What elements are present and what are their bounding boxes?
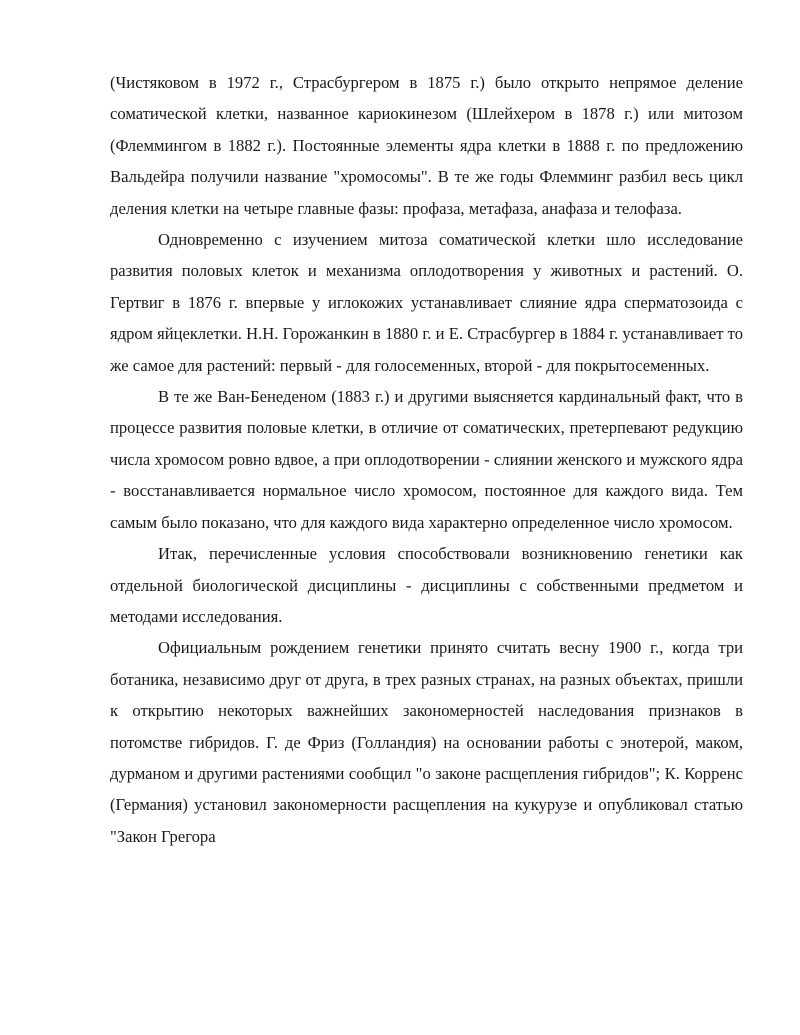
paragraph-fertilization-research: Одновременно с изучением митоза соматической клетки шло исследование развития половых клеток и механизма оплодотворения у животных и растений. О. Гертвиг в 1876 г. впервые у иглокожих устанавливает слияние ядра сперматозоида с ядром яйцеклетки. Н.Н. Горожанкин в 1880 г. и Е. Страсбургер в 1884 г. устанавливает то же самое для растений: первый - для голосеменных, второй - для покрытосеменных. — [110, 230, 743, 375]
document-page — [110, 67, 743, 852]
paragraph-genetics-birth-1900: Официальным рождением генетики принято считать весну 1900 г., когда три ботаника, независимо друг от друга, в трех разных странах, на разных объектах, пришли к открытию некоторых важнейших закономерностей наследования признаков в потомстве гибридов. Г. де Фриз (Голландия) на основании работы с энотерой, маком, дурманом и другими растениями сообщил "о законе расщепления гибридов"; К. Корренс (Германия) установил закономерности расщепления на кукурузе и опубликовал статью "Закон Грегора — [110, 638, 743, 846]
paragraph-chromosome-reduction: В те же Ван-Бенеденом (1883 г.) и другими выясняется кардинальный факт, что в процессе развития половые клетки, в отличие от соматических, претерпевают редукцию числа хромосом ровно вдвое, а при оплодотворении - слиянии женского и мужского ядра - восстанавливается нормальное число хромосом, постоянное для каждого вида. Тем самым было показано, что для каждого вида характерно определенное число хромосом. — [110, 387, 743, 532]
paragraph-genetics-emergence: Итак, перечисленные условия способствовали возникновению генетики как отдельной биологической дисциплины - дисциплины с собственными предметом и методами исследования. — [110, 544, 743, 626]
paragraph-mitosis-history: (Чистяковом в 1972 г., Страсбургером в 1875 г.) было открыто непрямое деление соматической клетки, названное кариокинезом (Шлейхером в 1878 г.) или митозом (Флеммингом в 1882 г.). Постоянные элементы ядра клетки в 1888 г. по предложению Вальдейра получили название "хромосомы". В те же годы Флемминг разбил весь цикл деления клетки на четыре главные фазы: профаза, метафаза, анафаза и телофаза. — [110, 73, 743, 218]
